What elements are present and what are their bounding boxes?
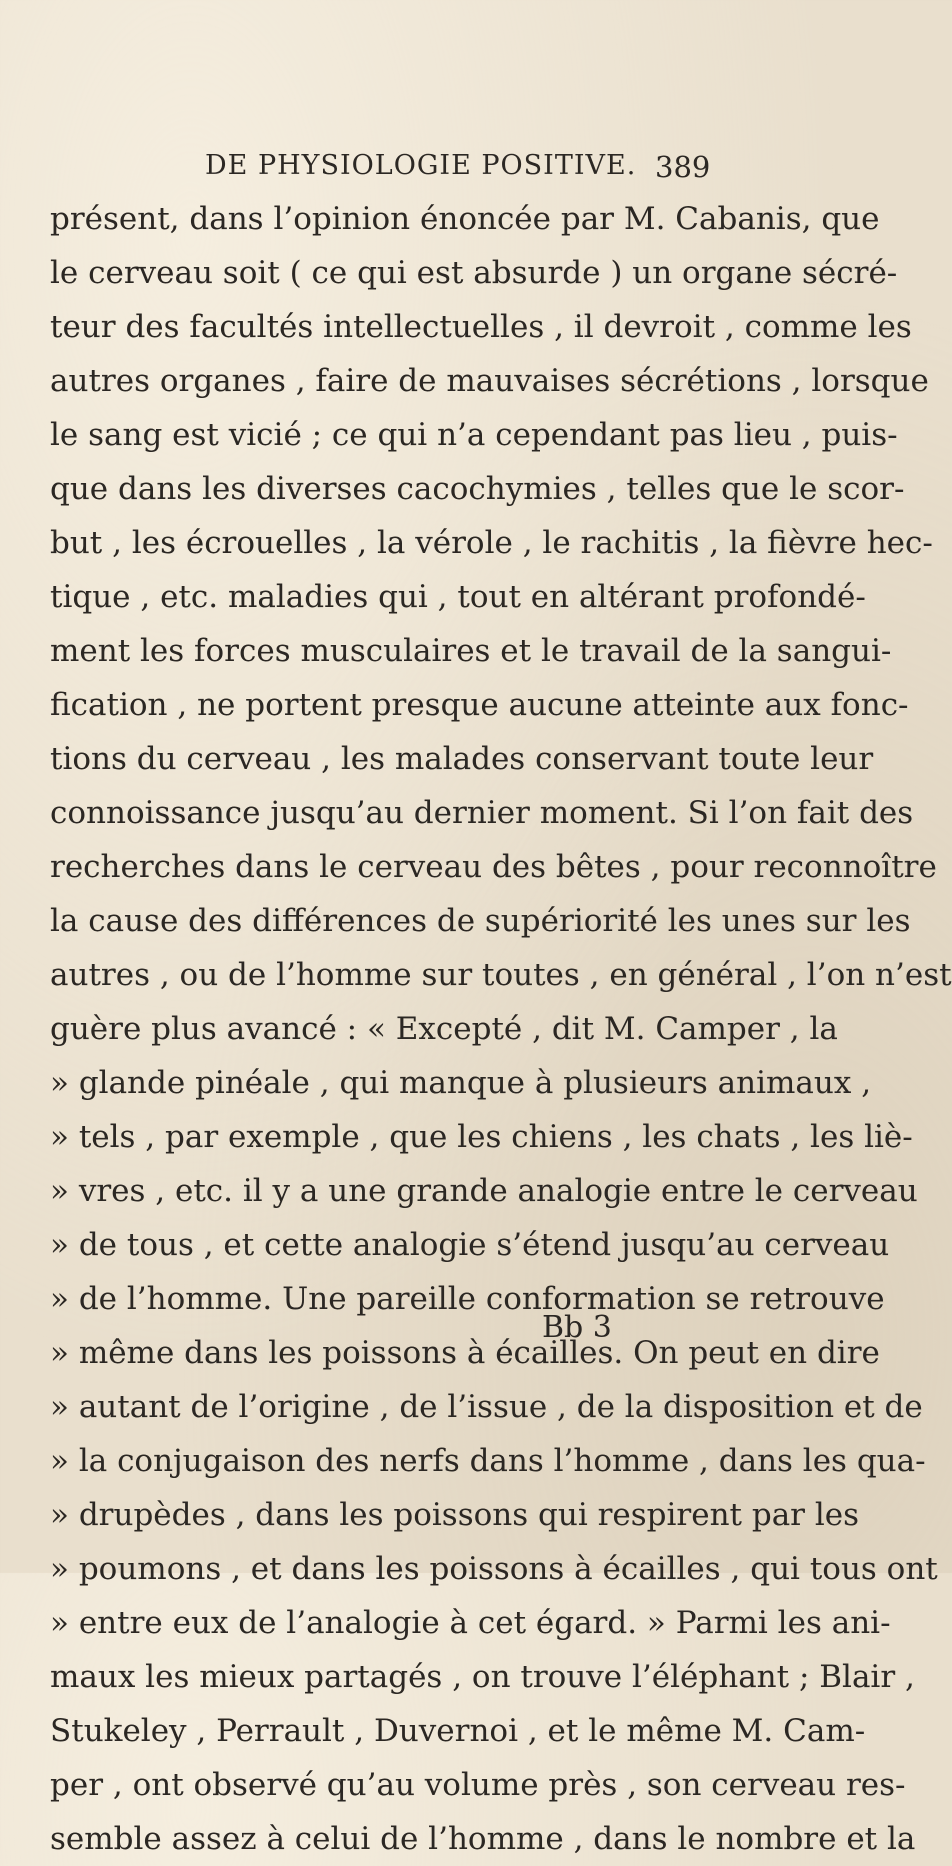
text-line: guère plus avancé : « Excepté , dit M. Camper , la [50,1011,838,1047]
text-line: semble assez à celui de l’homme , dans le nombre et la [50,1821,916,1857]
text-line: maux les mieux partagés , on trouve l’éléphant ; Blair , [50,1659,915,1695]
text-line: tions du cerveau , les malades conservant toute leur [50,741,874,777]
quote-line: » même dans les poissons à écailles. On peut en dire [50,1335,880,1371]
text-line: Stukeley , Perrault , Duvernoi , et le même M. Cam- [50,1713,866,1749]
running-head: DE PHYSIOLOGIE POSITIVE. [205,150,637,181]
text-line: fication , ne portent presque aucune atteinte aux fonc- [50,687,909,723]
quote-line: » la conjugaison des nerfs dans l’homme , dans les qua- [50,1443,926,1479]
text-line: teur des facultés intellectuelles , il devroit , comme les [50,309,912,345]
text-line: connoissance jusqu’au dernier moment. Si l’on fait des [50,795,914,831]
text-line: que dans les diverses cacochymies , telles que le scor- [50,471,905,507]
quote-line: » autant de l’origine , de l’issue , de la disposition et de [50,1389,923,1425]
quote-line: » drupèdes , dans les poissons qui respirent par les [50,1497,860,1533]
text-line: autres organes , faire de mauvaises sécrétions , lorsque [50,363,929,399]
quote-line: » de l’homme. Une pareille conformation se retrouve [50,1281,885,1317]
quote-line: » entre eux de l’analogie à cet égard. » Parmi les ani- [50,1605,891,1641]
text-line: le sang est vicié ; ce qui n’a cependant pas lieu , puis- [50,417,898,453]
text-line: recherches dans le cerveau des bêtes , pour reconnoître [50,849,937,885]
body-text [50,192,952,1866]
quote-line: » glande pinéale , qui manque à plusieurs animaux , [50,1065,872,1101]
quote-line: » tels , par exemple , que les chiens , les chats , les liè- [50,1119,913,1155]
page-number: 389 [655,150,711,184]
text-line: le cerveau soit ( ce qui est absurde ) un organe sécré- [50,255,898,291]
quote-line: » de tous , et cette analogie s’étend jusqu’au cerveau [50,1227,890,1263]
text-line: per , ont observé qu’au volume près , son cerveau res- [50,1767,906,1803]
signature-mark: Bb 3 [542,1310,612,1345]
text-line: but , les écrouelles , la vérole , le rachitis , la fièvre hec- [50,525,933,561]
quote-line: » poumons , et dans les poissons à écailles , qui tous ont [50,1551,938,1587]
text-line: ment les forces musculaires et le travail de la sangui- [50,633,892,669]
text-line: autres , ou de l’homme sur toutes , en général , l’on n’est [50,957,952,993]
text-line: la cause des différences de supériorité les unes sur les [50,903,911,939]
quote-line: » vres , etc. il y a une grande analogie entre le cerveau [50,1173,918,1209]
text-line: présent, dans l’opinion énoncée par M. Cabanis, que [50,201,880,237]
text-line: tique , etc. maladies qui , tout en altérant profondé- [50,579,866,615]
